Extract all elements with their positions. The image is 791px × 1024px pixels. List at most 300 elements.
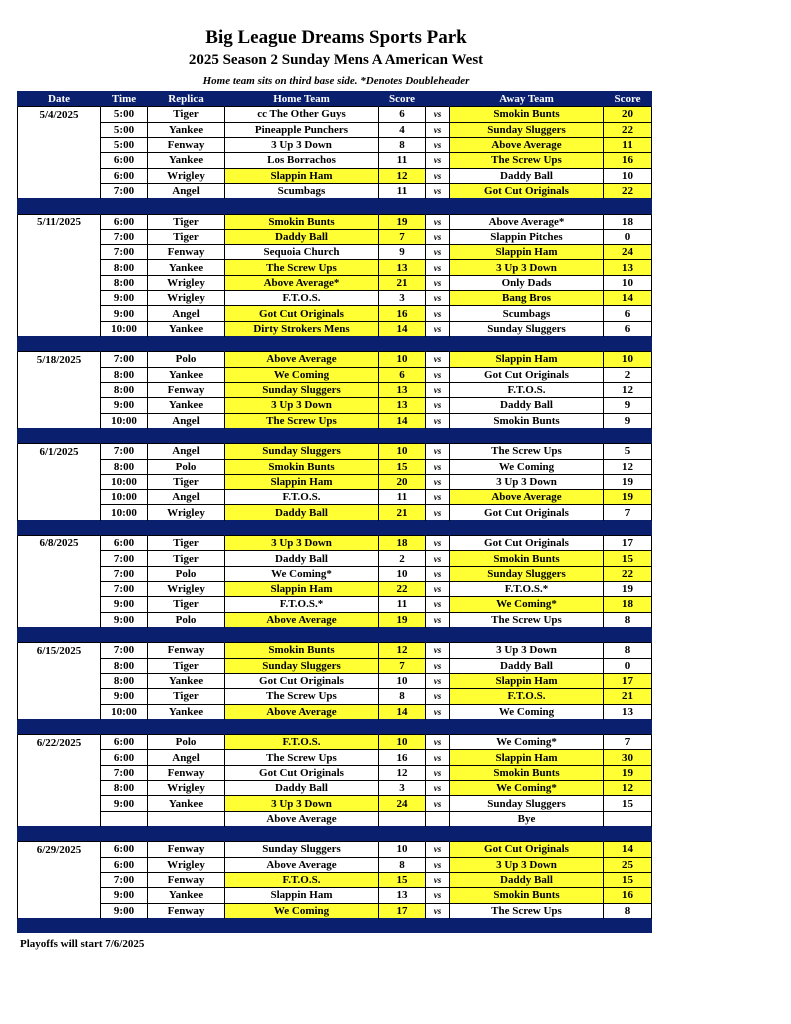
away-score: 19 bbox=[604, 474, 652, 489]
game-row bbox=[18, 382, 652, 397]
field-replica: Wrigley bbox=[148, 505, 225, 520]
field-replica: Tiger bbox=[148, 658, 225, 673]
vs-label: vs bbox=[426, 229, 450, 244]
home-team: Above Average bbox=[225, 811, 379, 826]
home-team: 3 Up 3 Down bbox=[225, 137, 379, 152]
week-separator bbox=[18, 428, 652, 443]
separator-cell bbox=[225, 627, 379, 642]
vs-label: vs bbox=[426, 857, 450, 872]
home-score: 17 bbox=[379, 903, 426, 918]
home-team: F.T.O.S. bbox=[225, 735, 379, 750]
away-team: Slappin Ham bbox=[450, 673, 604, 688]
away-score: 19 bbox=[604, 582, 652, 597]
field-replica: Polo bbox=[148, 566, 225, 581]
game-row bbox=[18, 306, 652, 321]
playoffs-note: Playoffs will start 7/6/2025 bbox=[20, 938, 145, 950]
game-row bbox=[18, 245, 652, 260]
field-replica: Yankee bbox=[148, 260, 225, 275]
away-score: 8 bbox=[604, 643, 652, 658]
game-row bbox=[18, 214, 652, 229]
separator-cell bbox=[426, 428, 450, 443]
date-cell-empty bbox=[18, 566, 101, 581]
away-score bbox=[604, 811, 652, 826]
away-team: Bye bbox=[450, 811, 604, 826]
away-team: Slappin Ham bbox=[450, 750, 604, 765]
home-team: The Screw Ups bbox=[225, 260, 379, 275]
home-team: We Coming* bbox=[225, 566, 379, 581]
away-score: 5 bbox=[604, 444, 652, 459]
vs-label: vs bbox=[426, 888, 450, 903]
week-date: 6/22/2025 bbox=[18, 735, 101, 750]
away-team: Sunday Sluggers bbox=[450, 122, 604, 137]
week-separator bbox=[18, 827, 652, 842]
away-score: 17 bbox=[604, 673, 652, 688]
away-score: 9 bbox=[604, 413, 652, 428]
field-replica: Angel bbox=[148, 750, 225, 765]
home-score: 11 bbox=[379, 183, 426, 198]
separator-cell bbox=[225, 719, 379, 734]
home-team: Above Average bbox=[225, 704, 379, 719]
away-score: 8 bbox=[604, 903, 652, 918]
date-cell-empty bbox=[18, 658, 101, 673]
home-score: 6 bbox=[379, 367, 426, 382]
away-score: 12 bbox=[604, 382, 652, 397]
date-cell-empty bbox=[18, 137, 101, 152]
home-team: Smokin Bunts bbox=[225, 459, 379, 474]
game-time: 7:00 bbox=[101, 444, 148, 459]
date-cell-empty bbox=[18, 597, 101, 612]
separator-cell bbox=[379, 627, 426, 642]
game-row bbox=[18, 122, 652, 137]
away-team: 3 Up 3 Down bbox=[450, 474, 604, 489]
game-time: 8:00 bbox=[101, 781, 148, 796]
home-team: Slappin Ham bbox=[225, 888, 379, 903]
vs-label: vs bbox=[426, 597, 450, 612]
away-team: Smokin Bunts bbox=[450, 107, 604, 122]
home-team: The Screw Ups bbox=[225, 413, 379, 428]
home-team: 3 Up 3 Down bbox=[225, 398, 379, 413]
away-team: Got Cut Originals bbox=[450, 505, 604, 520]
date-cell-empty bbox=[18, 183, 101, 198]
column-header-home-team: Home Team bbox=[225, 92, 379, 107]
page-title: Big League Dreams Sports Park bbox=[205, 27, 467, 48]
week-separator bbox=[18, 918, 652, 933]
separator-cell bbox=[18, 428, 101, 443]
schedule-note: Home team sits on third base side. *Denotes Doubleheader bbox=[202, 75, 470, 87]
field-replica: Polo bbox=[148, 612, 225, 627]
vs-label: vs bbox=[426, 643, 450, 658]
game-time: 9:00 bbox=[101, 291, 148, 306]
date-cell-empty bbox=[18, 888, 101, 903]
away-team: Above Average bbox=[450, 490, 604, 505]
away-score: 14 bbox=[604, 842, 652, 857]
vs-label: vs bbox=[426, 321, 450, 336]
date-cell-empty bbox=[18, 903, 101, 918]
away-team: Smokin Bunts bbox=[450, 765, 604, 780]
away-score: 24 bbox=[604, 245, 652, 260]
home-team: Scumbags bbox=[225, 183, 379, 198]
separator-cell bbox=[18, 827, 101, 842]
game-time: 10:00 bbox=[101, 321, 148, 336]
home-score: 7 bbox=[379, 229, 426, 244]
home-team: Dirty Strokers Mens bbox=[225, 321, 379, 336]
home-score: 14 bbox=[379, 704, 426, 719]
game-time: 6:00 bbox=[101, 168, 148, 183]
away-team: The Screw Ups bbox=[450, 612, 604, 627]
game-time: 9:00 bbox=[101, 903, 148, 918]
field-replica: Wrigley bbox=[148, 781, 225, 796]
separator-cell bbox=[450, 337, 604, 352]
home-score: 12 bbox=[379, 168, 426, 183]
date-cell-empty bbox=[18, 275, 101, 290]
home-score: 21 bbox=[379, 275, 426, 290]
away-score: 22 bbox=[604, 566, 652, 581]
vs-label: vs bbox=[426, 673, 450, 688]
separator-cell bbox=[604, 918, 652, 933]
vs-label: vs bbox=[426, 413, 450, 428]
date-cell-empty bbox=[18, 612, 101, 627]
field-replica: Angel bbox=[148, 444, 225, 459]
home-team: 3 Up 3 Down bbox=[225, 536, 379, 551]
home-team: F.T.O.S. bbox=[225, 490, 379, 505]
separator-cell bbox=[450, 199, 604, 214]
vs-label: vs bbox=[426, 536, 450, 551]
field-replica: Tiger bbox=[148, 689, 225, 704]
away-team: We Coming bbox=[450, 459, 604, 474]
game-time: 7:00 bbox=[101, 566, 148, 581]
away-team: Daddy Ball bbox=[450, 872, 604, 887]
away-team: Above Average bbox=[450, 137, 604, 152]
home-team: Sunday Sluggers bbox=[225, 658, 379, 673]
game-time: 8:00 bbox=[101, 367, 148, 382]
home-score: 9 bbox=[379, 245, 426, 260]
home-score: 12 bbox=[379, 765, 426, 780]
vs-label: vs bbox=[426, 275, 450, 290]
away-score: 13 bbox=[604, 260, 652, 275]
week-date: 6/8/2025 bbox=[18, 536, 101, 551]
home-team: Above Average* bbox=[225, 275, 379, 290]
home-team: F.T.O.S. bbox=[225, 291, 379, 306]
home-score: 10 bbox=[379, 735, 426, 750]
game-time: 10:00 bbox=[101, 474, 148, 489]
date-cell-empty bbox=[18, 122, 101, 137]
game-row bbox=[18, 872, 652, 887]
date-cell-empty bbox=[18, 673, 101, 688]
field-replica: Wrigley bbox=[148, 291, 225, 306]
home-score: 15 bbox=[379, 872, 426, 887]
column-header-replica: Replica bbox=[148, 92, 225, 107]
game-row bbox=[18, 459, 652, 474]
field-replica: Yankee bbox=[148, 796, 225, 811]
game-row bbox=[18, 505, 652, 520]
vs-label: vs bbox=[426, 382, 450, 397]
game-time: 7:00 bbox=[101, 245, 148, 260]
vs-label: vs bbox=[426, 903, 450, 918]
home-team: Slappin Ham bbox=[225, 582, 379, 597]
away-team: Got Cut Originals bbox=[450, 367, 604, 382]
away-score: 19 bbox=[604, 765, 652, 780]
field-replica: Fenway bbox=[148, 872, 225, 887]
field-replica: Fenway bbox=[148, 903, 225, 918]
game-time: 5:00 bbox=[101, 137, 148, 152]
date-cell-empty bbox=[18, 245, 101, 260]
away-team: 3 Up 3 Down bbox=[450, 643, 604, 658]
vs-label: vs bbox=[426, 168, 450, 183]
game-row bbox=[18, 536, 652, 551]
game-time: 5:00 bbox=[101, 107, 148, 122]
home-team: Daddy Ball bbox=[225, 781, 379, 796]
game-time: 8:00 bbox=[101, 459, 148, 474]
game-row bbox=[18, 811, 652, 826]
week-date: 5/18/2025 bbox=[18, 352, 101, 367]
vs-label: vs bbox=[426, 245, 450, 260]
game-time: 10:00 bbox=[101, 490, 148, 505]
home-score: 19 bbox=[379, 612, 426, 627]
separator-cell bbox=[379, 918, 426, 933]
away-team: Smokin Bunts bbox=[450, 413, 604, 428]
away-team: We Coming bbox=[450, 704, 604, 719]
date-cell-empty bbox=[18, 765, 101, 780]
away-score: 18 bbox=[604, 597, 652, 612]
home-score: 14 bbox=[379, 321, 426, 336]
date-cell-empty bbox=[18, 291, 101, 306]
vs-label: vs bbox=[426, 183, 450, 198]
home-score: 19 bbox=[379, 214, 426, 229]
game-row bbox=[18, 566, 652, 581]
vs-label: vs bbox=[426, 872, 450, 887]
vs-label: vs bbox=[426, 612, 450, 627]
separator-cell bbox=[18, 719, 101, 734]
field-replica: Fenway bbox=[148, 842, 225, 857]
date-cell-empty bbox=[18, 689, 101, 704]
separator-cell bbox=[18, 199, 101, 214]
home-team: cc The Other Guys bbox=[225, 107, 379, 122]
home-team: F.T.O.S.* bbox=[225, 597, 379, 612]
separator-cell bbox=[450, 428, 604, 443]
away-team: The Screw Ups bbox=[450, 153, 604, 168]
separator-cell bbox=[450, 627, 604, 642]
game-time: 9:00 bbox=[101, 306, 148, 321]
game-time: 8:00 bbox=[101, 260, 148, 275]
game-time: 8:00 bbox=[101, 382, 148, 397]
game-time: 9:00 bbox=[101, 689, 148, 704]
away-team: Above Average* bbox=[450, 214, 604, 229]
game-time bbox=[101, 811, 148, 826]
date-cell-empty bbox=[18, 229, 101, 244]
week-separator bbox=[18, 627, 652, 642]
separator-cell bbox=[379, 827, 426, 842]
game-time: 10:00 bbox=[101, 413, 148, 428]
vs-label: vs bbox=[426, 153, 450, 168]
date-cell-empty bbox=[18, 582, 101, 597]
home-team: Smokin Bunts bbox=[225, 214, 379, 229]
separator-cell bbox=[604, 428, 652, 443]
away-team: Daddy Ball bbox=[450, 658, 604, 673]
field-replica: Fenway bbox=[148, 643, 225, 658]
game-time: 7:00 bbox=[101, 643, 148, 658]
week-date: 6/29/2025 bbox=[18, 842, 101, 857]
separator-cell bbox=[148, 827, 225, 842]
vs-label: vs bbox=[426, 566, 450, 581]
game-time: 9:00 bbox=[101, 888, 148, 903]
home-team: We Coming bbox=[225, 367, 379, 382]
game-time: 6:00 bbox=[101, 750, 148, 765]
separator-cell bbox=[604, 337, 652, 352]
field-replica: Wrigley bbox=[148, 582, 225, 597]
away-score: 14 bbox=[604, 291, 652, 306]
home-team: Above Average bbox=[225, 857, 379, 872]
separator-cell bbox=[101, 627, 148, 642]
game-time: 10:00 bbox=[101, 704, 148, 719]
home-score: 18 bbox=[379, 536, 426, 551]
separator-cell bbox=[379, 337, 426, 352]
home-score: 10 bbox=[379, 673, 426, 688]
home-score: 8 bbox=[379, 137, 426, 152]
separator-cell bbox=[426, 918, 450, 933]
away-score: 0 bbox=[604, 658, 652, 673]
game-time: 7:00 bbox=[101, 551, 148, 566]
separator-cell bbox=[225, 199, 379, 214]
game-row bbox=[18, 137, 652, 152]
separator-cell bbox=[101, 337, 148, 352]
separator-cell bbox=[426, 520, 450, 535]
vs-label: vs bbox=[426, 291, 450, 306]
home-score: 13 bbox=[379, 398, 426, 413]
game-time: 9:00 bbox=[101, 612, 148, 627]
separator-cell bbox=[101, 428, 148, 443]
home-score: 2 bbox=[379, 551, 426, 566]
column-header-time: Time bbox=[101, 92, 148, 107]
game-row bbox=[18, 781, 652, 796]
away-score: 30 bbox=[604, 750, 652, 765]
home-score: 24 bbox=[379, 796, 426, 811]
field-replica: Polo bbox=[148, 735, 225, 750]
vs-label: vs bbox=[426, 658, 450, 673]
vs-label: vs bbox=[426, 352, 450, 367]
game-time: 7:00 bbox=[101, 352, 148, 367]
away-score: 15 bbox=[604, 796, 652, 811]
game-row bbox=[18, 474, 652, 489]
game-row bbox=[18, 153, 652, 168]
date-cell-empty bbox=[18, 306, 101, 321]
away-team: The Screw Ups bbox=[450, 903, 604, 918]
date-cell-empty bbox=[18, 796, 101, 811]
home-team: The Screw Ups bbox=[225, 750, 379, 765]
home-score: 13 bbox=[379, 888, 426, 903]
home-team: Above Average bbox=[225, 352, 379, 367]
home-team: The Screw Ups bbox=[225, 689, 379, 704]
vs-label: vs bbox=[426, 842, 450, 857]
separator-cell bbox=[604, 627, 652, 642]
vs-label: vs bbox=[426, 459, 450, 474]
away-score: 10 bbox=[604, 352, 652, 367]
game-time: 6:00 bbox=[101, 536, 148, 551]
home-team: Slappin Ham bbox=[225, 168, 379, 183]
game-time: 9:00 bbox=[101, 597, 148, 612]
away-score: 0 bbox=[604, 229, 652, 244]
home-team: Daddy Ball bbox=[225, 229, 379, 244]
away-team: F.T.O.S. bbox=[450, 382, 604, 397]
field-replica: Angel bbox=[148, 490, 225, 505]
field-replica: Fenway bbox=[148, 765, 225, 780]
separator-cell bbox=[426, 337, 450, 352]
away-score: 10 bbox=[604, 168, 652, 183]
vs-label: vs bbox=[426, 367, 450, 382]
away-score: 7 bbox=[604, 505, 652, 520]
away-score: 17 bbox=[604, 536, 652, 551]
field-replica: Yankee bbox=[148, 153, 225, 168]
away-team: F.T.O.S. bbox=[450, 689, 604, 704]
date-cell-empty bbox=[18, 781, 101, 796]
separator-cell bbox=[450, 520, 604, 535]
away-team: Slappin Ham bbox=[450, 245, 604, 260]
away-team: We Coming* bbox=[450, 597, 604, 612]
game-time: 7:00 bbox=[101, 229, 148, 244]
home-score: 15 bbox=[379, 459, 426, 474]
separator-cell bbox=[426, 719, 450, 734]
away-team: Slappin Pitches bbox=[450, 229, 604, 244]
home-score: 12 bbox=[379, 643, 426, 658]
vs-label: vs bbox=[426, 551, 450, 566]
home-team: Pineapple Punchers bbox=[225, 122, 379, 137]
home-team: We Coming bbox=[225, 903, 379, 918]
field-replica: Yankee bbox=[148, 888, 225, 903]
home-team: Got Cut Originals bbox=[225, 673, 379, 688]
home-score: 10 bbox=[379, 842, 426, 857]
home-team: Smokin Bunts bbox=[225, 643, 379, 658]
vs-label: vs bbox=[426, 750, 450, 765]
field-replica: Yankee bbox=[148, 321, 225, 336]
date-cell-empty bbox=[18, 413, 101, 428]
field-replica: Tiger bbox=[148, 229, 225, 244]
home-score: 10 bbox=[379, 444, 426, 459]
field-replica: Wrigley bbox=[148, 857, 225, 872]
date-cell-empty bbox=[18, 872, 101, 887]
home-score: 11 bbox=[379, 490, 426, 505]
home-team: 3 Up 3 Down bbox=[225, 796, 379, 811]
date-cell-empty bbox=[18, 398, 101, 413]
vs-label: vs bbox=[426, 306, 450, 321]
game-time: 8:00 bbox=[101, 673, 148, 688]
away-score: 9 bbox=[604, 398, 652, 413]
home-score: 21 bbox=[379, 505, 426, 520]
separator-cell bbox=[225, 428, 379, 443]
away-team: Bang Bros bbox=[450, 291, 604, 306]
away-team: Sunday Sluggers bbox=[450, 796, 604, 811]
game-row bbox=[18, 107, 652, 122]
separator-cell bbox=[426, 627, 450, 642]
game-row bbox=[18, 582, 652, 597]
game-row bbox=[18, 490, 652, 505]
away-score: 12 bbox=[604, 459, 652, 474]
field-replica: Yankee bbox=[148, 673, 225, 688]
game-time: 7:00 bbox=[101, 183, 148, 198]
field-replica: Polo bbox=[148, 459, 225, 474]
away-score: 16 bbox=[604, 888, 652, 903]
home-team: Sunday Sluggers bbox=[225, 382, 379, 397]
game-row bbox=[18, 765, 652, 780]
field-replica: Yankee bbox=[148, 704, 225, 719]
home-team: Got Cut Originals bbox=[225, 306, 379, 321]
away-team: Daddy Ball bbox=[450, 168, 604, 183]
date-cell-empty bbox=[18, 505, 101, 520]
separator-cell bbox=[148, 428, 225, 443]
field-replica: Fenway bbox=[148, 245, 225, 260]
date-cell-empty bbox=[18, 811, 101, 826]
date-cell-empty bbox=[18, 168, 101, 183]
field-replica: Angel bbox=[148, 413, 225, 428]
separator-cell bbox=[604, 199, 652, 214]
